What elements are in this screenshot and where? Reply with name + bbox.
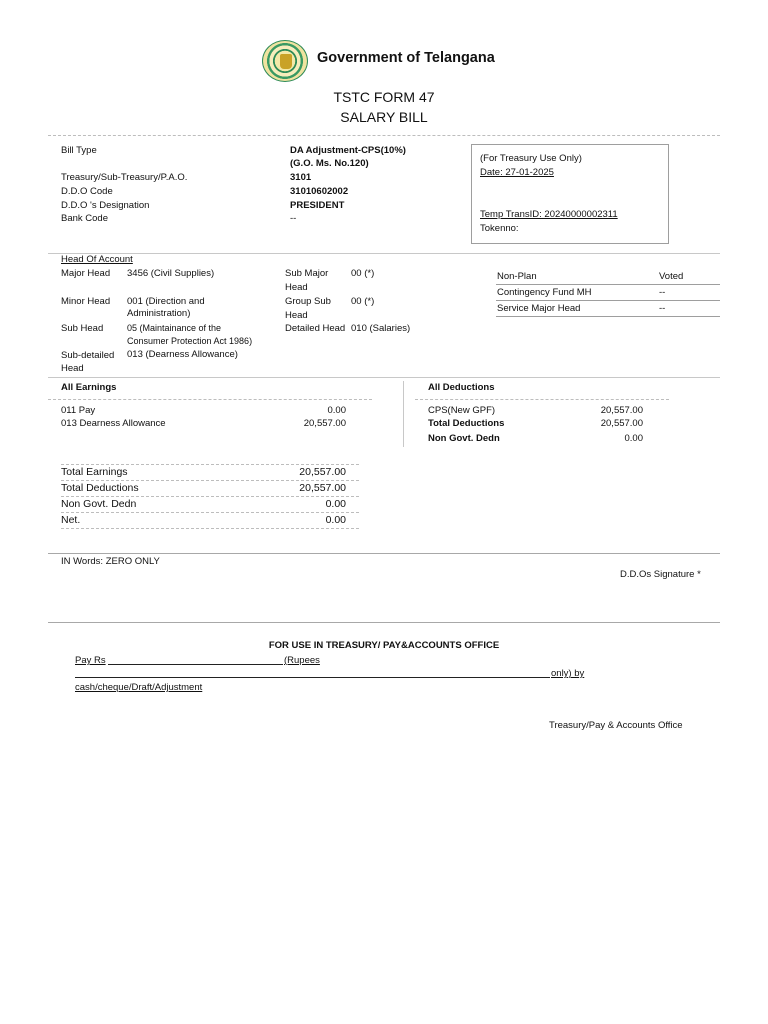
deduction-item-label: CPS(New GPF)	[428, 405, 496, 416]
treasury-value: 3101	[290, 172, 312, 183]
ddo-code-value: 31010602002	[290, 186, 349, 197]
plan-row-divider	[496, 300, 720, 301]
section-divider	[48, 553, 720, 554]
ddo-code-label: D.D.O Code	[61, 186, 113, 197]
plan-row-label: Contingency Fund MH	[497, 287, 592, 298]
earning-item-label: 013 Dearness Allowance	[61, 418, 166, 429]
form-number: TSTC FORM 47	[333, 89, 435, 105]
deductions-divider	[415, 399, 669, 400]
summary-divider	[61, 464, 359, 465]
treasury-label: Treasury/Sub-Treasury/P.A.O.	[61, 172, 188, 183]
summary-divider	[61, 480, 359, 481]
plan-row-divider	[496, 316, 720, 317]
only-by-label: only) by	[551, 668, 585, 679]
plan-row-value: --	[659, 287, 666, 298]
summary-value: 20,557.00	[299, 466, 346, 478]
group-sub-head-value: 00 (*)	[351, 296, 375, 307]
group-sub-head-label-cont: Head	[285, 310, 308, 321]
section-divider	[48, 253, 720, 254]
plan-row-value: Voted	[659, 271, 684, 282]
summary-label: Net.	[61, 514, 81, 526]
minor-head-value: 001 (Direction and	[127, 296, 205, 307]
pay-rs-blank-line	[108, 664, 283, 665]
plan-row-label: Service Major Head	[497, 303, 581, 314]
deductions-title: All Deductions	[428, 382, 495, 393]
sub-detailed-head-value: 013 (Dearness Allowance)	[127, 349, 238, 360]
ddo-designation-label: D.D.O 's Designation	[61, 200, 150, 211]
pay-rs-label: Pay Rs	[75, 655, 106, 666]
bank-code-label: Bank Code	[61, 213, 109, 224]
column-divider	[403, 381, 404, 447]
temp-trans-id: Temp TransID: 20240000002311	[480, 209, 618, 220]
plan-row-label: Non-Plan	[497, 271, 537, 282]
minor-head-label: Minor Head	[61, 296, 111, 307]
section-divider	[48, 622, 720, 623]
summary-label: Total Earnings	[61, 466, 128, 478]
plan-row-value: --	[659, 303, 666, 314]
sub-detailed-head-label-cont: Head	[61, 363, 84, 374]
head-of-account-title: Head Of Account	[61, 254, 133, 265]
deduction-item-label: Total Deductions	[428, 418, 505, 429]
deduction-item-label: Non Govt. Dedn	[428, 433, 500, 444]
telangana-emblem-icon	[262, 40, 308, 82]
sub-head-label: Sub Head	[61, 323, 104, 334]
summary-value: 0.00	[325, 498, 346, 510]
detailed-head-value: 010 (Salaries)	[351, 323, 411, 334]
summary-divider	[61, 496, 359, 497]
form-title: SALARY BILL	[340, 109, 428, 125]
ddo-signature-label: D.D.Os Signature *	[620, 569, 701, 580]
treasury-box-title: (For Treasury Use Only)	[480, 153, 582, 164]
minor-head-value-cont: Administration)	[127, 308, 191, 319]
go-reference: (G.O. Ms. No.120)	[290, 158, 369, 169]
amount-in-words: IN Words: ZERO ONLY	[61, 556, 160, 567]
summary-divider	[61, 512, 359, 513]
deduction-item-value: 20,557.00	[600, 418, 643, 429]
plan-row-divider	[496, 284, 720, 285]
group-sub-head-label: Group Sub	[285, 296, 331, 307]
rupees-blank-line	[75, 677, 550, 678]
bill-type-value: DA Adjustment-CPS(10%)	[290, 145, 406, 156]
header-divider	[48, 135, 720, 136]
treasury-office-signature: Treasury/Pay & Accounts Office	[549, 720, 683, 731]
earning-item-value: 20,557.00	[303, 418, 346, 429]
sub-major-head-label-cont: Head	[285, 282, 308, 293]
ddo-designation-value: PRESIDENT	[290, 200, 345, 211]
summary-value: 0.00	[325, 514, 346, 526]
deduction-item-value: 20,557.00	[600, 405, 643, 416]
sub-major-head-value: 00 (*)	[351, 268, 375, 279]
sub-head-value-cont: Consumer Protection Act 1986)	[127, 336, 253, 346]
summary-value: 20,557.00	[299, 482, 346, 494]
section-divider	[48, 377, 720, 378]
detailed-head-label: Detailed Head	[285, 323, 346, 334]
earning-item-label: 011 Pay	[61, 405, 96, 416]
summary-label: Non Govt. Dedn	[61, 498, 137, 510]
sub-detailed-head-label: Sub-detailed	[61, 350, 115, 361]
treasury-office-heading: FOR USE IN TREASURY/ PAY&ACCOUNTS OFFICE	[268, 640, 500, 651]
sub-head-value: 05 (Maintainance of the	[127, 323, 222, 333]
bill-type-label: Bill Type	[61, 145, 97, 156]
treasury-box-date: Date: 27-01-2025	[480, 167, 554, 178]
deduction-item-value: 0.00	[624, 433, 643, 444]
payment-modes: cash/cheque/Draft/Adjustment	[75, 682, 203, 693]
major-head-value: 3456 (Civil Supplies)	[127, 268, 215, 279]
summary-label: Total Deductions	[61, 482, 139, 494]
earning-item-value: 0.00	[327, 405, 346, 416]
rupees-label: (Rupees	[284, 655, 320, 666]
token-number: Tokenno:	[480, 223, 519, 234]
summary-divider	[61, 528, 359, 529]
bank-code-value: --	[290, 213, 297, 224]
earnings-divider	[48, 399, 372, 400]
government-title: Government of Telangana	[317, 50, 495, 66]
major-head-label: Major Head	[61, 268, 111, 279]
earnings-title: All Earnings	[61, 382, 117, 393]
sub-major-head-label: Sub Major	[285, 268, 329, 279]
